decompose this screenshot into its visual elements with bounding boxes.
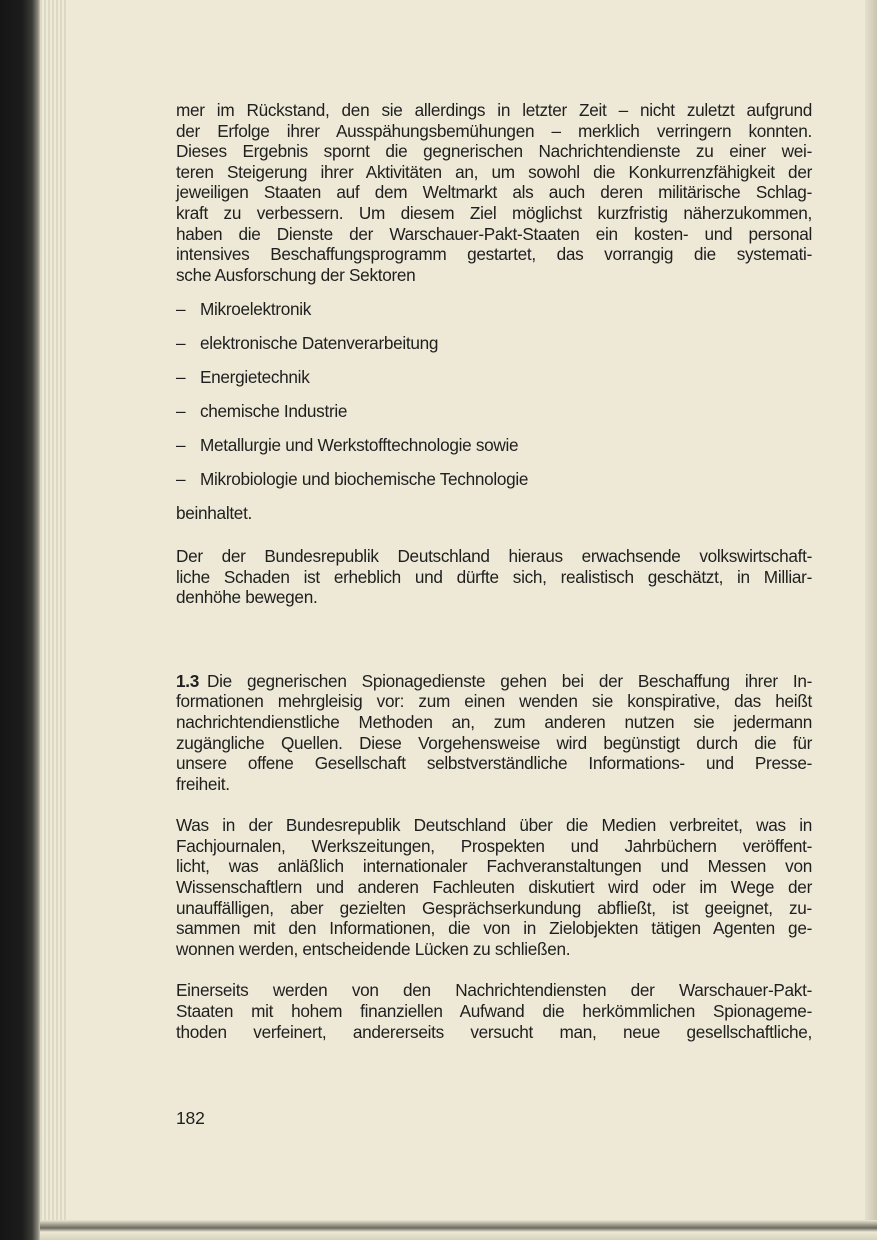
text-line: licht, was anläßlich internationaler Fachveranstaltungen und Messen von (176, 856, 812, 877)
text-line: Was in der Bundesrepublik Deutschland über die Medien verbreitet, was in (176, 815, 812, 836)
text-line: wonnen werden, entscheidende Lücken zu schließen. (176, 938, 571, 959)
text-line: Der der Bundesrepublik Deutschland hieraus erwachsende volkswirtschaft- (176, 545, 812, 566)
list-item-text: Mikrobiologie und biochemische Technologie (200, 469, 529, 490)
text-line: jeweiligen Staaten auf dem Weltmarkt als auch deren militärische Schlag- (176, 182, 812, 203)
list-dash: – (176, 435, 186, 456)
text-line: beinhaltet. (176, 503, 253, 524)
book-binding-shadow (0, 0, 40, 1240)
sector-list (176, 299, 812, 503)
list-dash: – (176, 401, 186, 422)
text-line: Dieses Ergebnis spornt die gegnerischen Nachrichtendienste zu einer wei- (176, 141, 812, 162)
text-line: kraft zu verbessern. Um diesem Ziel möglichst kurzfristig näherzukommen, (176, 202, 812, 223)
page-edges (40, 0, 68, 1240)
list-item (176, 367, 812, 401)
text-line: intensives Beschaffungsprogramm gestartet, das vorrangig die systemati- (176, 244, 812, 265)
list-dash: – (176, 333, 186, 354)
text-line: Staaten mit hohem finanziellen Aufwand die herkömmlichen Spionageme- (176, 1001, 812, 1022)
text-line: denhöhe bewegen. (176, 587, 318, 608)
list-item (176, 333, 812, 367)
text-line-content: Die gegnerischen Spionagedienste gehen bei der Beschaffung ihrer In- (207, 670, 812, 691)
text-line: haben die Dienste der Warschauer-Pakt-Staaten ein kosten- und personal (176, 223, 812, 244)
list-dash: – (176, 299, 186, 320)
text-line: sche Ausforschung der Sektoren (176, 264, 416, 285)
list-item-text: chemische Industrie (200, 401, 348, 422)
page-right-edge (865, 0, 877, 1240)
list-item (176, 299, 812, 333)
paragraph-media (176, 815, 812, 959)
text-line: Fachjournalen, Werkszeitungen, Prospekten und Jahrbüchern veröffent- (176, 835, 812, 856)
list-item-text: Metallurgie und Werkstofftechnologie sowie (200, 435, 519, 456)
text-line: Wissenschaftlern und anderen Fachleuten diskutiert wird oder im Wege der (176, 877, 812, 898)
text-line: teren Steigerung ihrer Aktivitäten an, um sowohl die Konkurrenzfähigkeit der (176, 161, 812, 182)
text-line: freiheit. (176, 773, 230, 794)
list-dash: – (176, 469, 186, 490)
list-item (176, 469, 812, 503)
paragraph-damage (176, 546, 812, 608)
list-item-text: Mikroelektronik (200, 299, 312, 320)
list-item (176, 435, 812, 469)
text-line: sammen mit den Informationen, die von in Zielobjekten tätigen Agenten ge- (176, 918, 812, 939)
section-1-3 (176, 671, 812, 795)
text-line: zugängliche Quellen. Diese Vorgehensweise wird begünstigt durch die für (176, 732, 812, 753)
page-content (176, 100, 812, 1042)
text-line: unsere offene Gesellschaft selbstverständliche Informations- und Presse- (176, 753, 812, 774)
list-dash: – (176, 367, 186, 388)
text-line: Einerseits werden von den Nachrichtendiensten der Warschauer-Pakt- (176, 980, 812, 1001)
text-line: liche Schaden ist erheblich und dürfte sich, realistisch geschätzt, in Milliar- (176, 566, 812, 587)
paragraph-intro (176, 100, 812, 285)
page-bottom-edge (40, 1220, 877, 1240)
text-line (176, 671, 812, 692)
section-number: 1.3 (176, 670, 199, 691)
list-item-text: Energietechnik (200, 367, 310, 388)
text-line: unauffälligen, aber gezielten Gesprächserkundung abfließt, ist geeignet, zu- (176, 897, 812, 918)
paragraph-methods (176, 980, 812, 1042)
text-line: nachrichtendienstliche Methoden an, zum anderen nutzen sie jedermann (176, 711, 812, 732)
page-number: 182 (176, 1108, 205, 1128)
text-line: mer im Rückstand, den sie allerdings in letzter Zeit – nicht zuletzt aufgrund (176, 100, 812, 120)
list-item-text: elektronische Datenverarbeitung (200, 333, 439, 354)
text-line: thoden verfeinert, andererseits versucht man, neue gesellschaftliche, (176, 1021, 812, 1042)
list-item (176, 401, 812, 435)
text-line: formationen mehrgleisig vor: zum einen wenden sie konspirative, das heißt (176, 691, 812, 712)
paragraph-after-list (176, 503, 812, 524)
text-line: der Erfolge ihrer Ausspähungsbemühungen – merklich verringern konnten. (176, 120, 812, 141)
